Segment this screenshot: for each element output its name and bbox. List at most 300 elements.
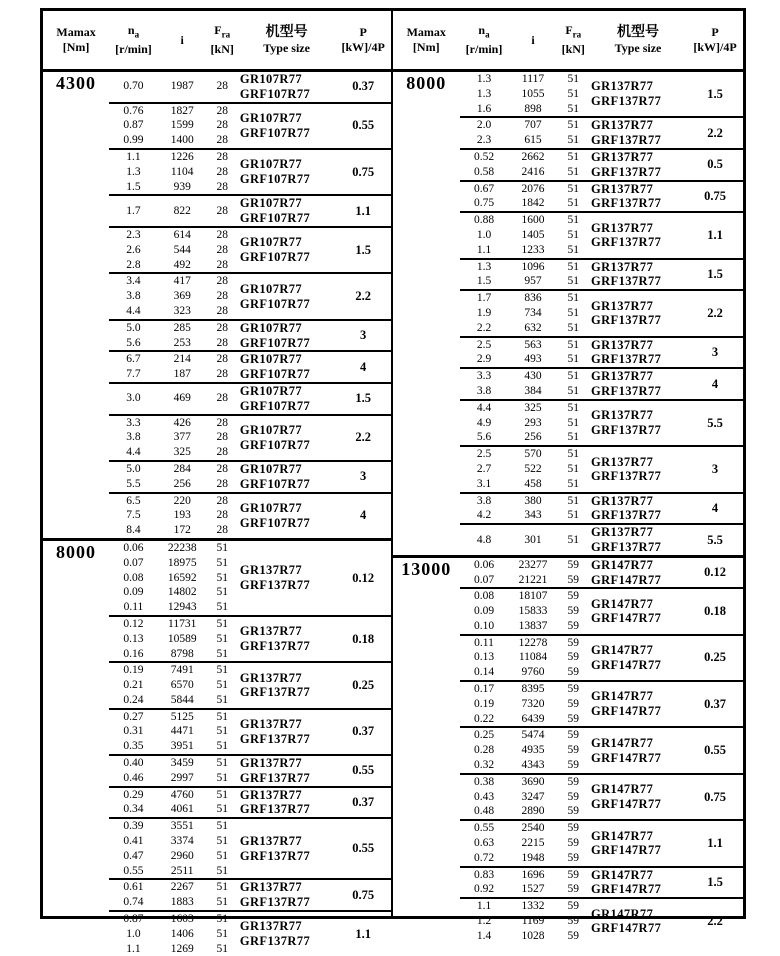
fra-column — [207, 384, 238, 414]
type-size: GRF107R77 — [239, 437, 311, 452]
type-size: GR147R77 — [591, 867, 654, 882]
na-column — [460, 72, 509, 116]
na-value: 0.08 — [123, 571, 144, 584]
ratio-column — [158, 321, 207, 351]
ratio-column — [509, 291, 558, 335]
fra-value: 28 — [216, 336, 228, 349]
power-column — [687, 369, 743, 399]
na-column — [460, 589, 509, 633]
ratio-value: 284 — [173, 462, 191, 475]
type-size: GRF137R77 — [239, 934, 311, 949]
torque-section-8000 — [43, 538, 391, 956]
ratio-column — [509, 494, 558, 524]
fra-value: 51 — [567, 338, 579, 351]
type-size: GR137R77 — [591, 259, 654, 274]
ratio-column — [509, 775, 558, 819]
mamax-spacer — [393, 291, 460, 335]
fra-value: 51 — [216, 664, 228, 677]
fra-value: 51 — [216, 679, 228, 692]
fra-value: 59 — [567, 915, 579, 928]
na-value: 0.08 — [473, 590, 495, 603]
fra-value: 28 — [216, 80, 228, 93]
na-value: 1.6 — [476, 102, 492, 115]
spec-group — [43, 274, 391, 318]
power-value: 0.25 — [352, 678, 375, 693]
type-size: GRF147R77 — [591, 704, 662, 719]
na-value: 0.35 — [123, 740, 144, 753]
type-size: GR137R77 — [591, 525, 654, 540]
spec-group — [393, 775, 743, 819]
power-column — [335, 710, 391, 754]
fra-value: 59 — [567, 837, 579, 850]
col-header-type — [238, 11, 335, 69]
ratio-value: 469 — [173, 392, 191, 405]
fra-value: 51 — [216, 632, 228, 645]
mamax-spacer — [43, 150, 109, 194]
fra-value: 59 — [567, 759, 579, 772]
ratio-value: 343 — [524, 509, 542, 522]
mamax-spacer — [393, 636, 460, 680]
fra-value: 51 — [567, 384, 579, 397]
ratio-value: 6439 — [521, 712, 545, 725]
type-size: GR137R77 — [239, 624, 303, 639]
ratio-value: 836 — [524, 292, 542, 305]
ratio-value: 1104 — [170, 165, 194, 178]
power-column — [335, 104, 391, 148]
fra-value: 51 — [216, 820, 228, 833]
type-size: GR147R77 — [591, 557, 654, 572]
spec-group — [43, 228, 391, 272]
col-header-p-unit: [kW]/4P — [693, 40, 737, 54]
type-size: GRF137R77 — [591, 313, 662, 328]
na-value: 0.39 — [123, 820, 144, 833]
type-column — [589, 213, 687, 257]
type-size: GR147R77 — [591, 906, 654, 921]
na-value: 2.5 — [476, 338, 492, 351]
na-value: 3.8 — [126, 290, 141, 303]
fra-value: 59 — [567, 712, 579, 725]
na-value: 1.1 — [476, 900, 492, 913]
mamax-spacer — [393, 118, 460, 148]
fra-value: 59 — [567, 666, 579, 679]
type-column — [589, 868, 687, 898]
fra-column — [558, 118, 590, 148]
na-value: 4.4 — [476, 401, 492, 414]
na-column — [109, 321, 158, 351]
na-value: 1.1 — [126, 942, 141, 955]
na-value: 0.88 — [473, 214, 495, 227]
ratio-column — [158, 756, 207, 786]
ratio-column — [158, 462, 207, 492]
na-value: 0.43 — [473, 790, 495, 803]
fra-column — [558, 260, 590, 290]
na-value: 0.46 — [123, 771, 144, 784]
type-size: GR147R77 — [591, 689, 654, 704]
na-value: 0.11 — [474, 636, 494, 649]
fra-column — [207, 72, 238, 102]
type-column — [589, 260, 687, 290]
fra-value: 51 — [567, 260, 579, 273]
fra-column — [207, 196, 238, 226]
ratio-value: 1827 — [170, 104, 194, 117]
ratio-value: 1028 — [521, 929, 545, 942]
spec-group — [393, 182, 743, 212]
fra-column — [558, 291, 590, 335]
na-column — [460, 636, 509, 680]
ratio-value: 1527 — [521, 883, 545, 896]
spec-group — [43, 617, 391, 661]
na-value: 1.9 — [476, 306, 492, 319]
fra-value: 51 — [567, 353, 579, 366]
spec-group — [43, 756, 391, 786]
spec-group — [43, 912, 391, 956]
fra-value: 51 — [567, 134, 579, 147]
fra-value: 28 — [216, 228, 228, 241]
na-value: 0.10 — [473, 619, 495, 632]
power-value: 0.37 — [352, 795, 375, 810]
spec-group — [43, 72, 391, 102]
fra-value: 51 — [567, 431, 579, 444]
ratio-value: 377 — [173, 431, 191, 444]
type-size: GRF137R77 — [239, 895, 311, 910]
ratio-column — [158, 150, 207, 194]
mamax-spacer — [393, 682, 460, 726]
fra-column — [558, 868, 590, 898]
type-column — [589, 118, 687, 148]
power-value: 1.5 — [707, 266, 723, 281]
type-size: GR137R77 — [591, 181, 654, 196]
spec-group — [43, 150, 391, 194]
type-column — [589, 369, 687, 399]
type-size: GR137R77 — [591, 408, 654, 423]
na-column — [109, 663, 158, 707]
fra-column — [558, 401, 590, 445]
mamax-spacer — [393, 369, 460, 399]
mamax-spacer — [393, 728, 460, 772]
fra-value: 51 — [567, 197, 579, 210]
power-column — [335, 819, 391, 878]
na-column — [460, 682, 509, 726]
mamax-spacer — [43, 880, 109, 910]
ratio-column — [509, 260, 558, 290]
fra-value: 51 — [216, 803, 228, 816]
type-size: GRF147R77 — [591, 921, 662, 936]
power-value: 0.55 — [352, 763, 375, 778]
fra-value: 51 — [567, 214, 579, 227]
ratio-value: 9760 — [521, 666, 545, 679]
na-value: 2.3 — [126, 228, 141, 241]
na-column — [460, 899, 509, 943]
fra-value: 51 — [567, 275, 579, 288]
ratio-column — [158, 788, 207, 818]
na-value: 1.4 — [476, 929, 492, 942]
mamax-spacer — [43, 104, 109, 148]
power-value: 4 — [360, 359, 367, 374]
ratio-value: 1169 — [521, 915, 545, 928]
na-value: 2.2 — [476, 321, 492, 334]
col-header-i-name: i — [531, 32, 535, 47]
fra-column — [558, 494, 590, 524]
na-column — [460, 260, 509, 290]
ratio-value: 18107 — [518, 590, 548, 603]
ratio-value: 1233 — [521, 243, 545, 256]
power-column — [687, 525, 743, 555]
spec-group — [393, 682, 743, 726]
na-value: 1.2 — [476, 915, 492, 928]
ratio-column — [158, 228, 207, 272]
ratio-column — [509, 338, 558, 368]
left-sections — [43, 72, 391, 956]
na-value: 0.06 — [473, 558, 495, 571]
power-value: 1.5 — [707, 86, 723, 101]
col-header-p-name: P — [711, 25, 719, 39]
mamax-spacer — [393, 338, 460, 368]
mamax-spacer — [43, 416, 109, 460]
power-column — [687, 260, 743, 290]
ratio-value: 11084 — [518, 651, 548, 664]
right-sections — [393, 72, 743, 944]
power-column — [335, 150, 391, 194]
ratio-column — [509, 636, 558, 680]
na-column — [460, 150, 509, 180]
type-size: GRF137R77 — [591, 422, 662, 437]
power-column — [335, 321, 391, 351]
mamax-spacer — [43, 72, 109, 102]
spec-group — [393, 558, 743, 588]
type-size: GRF147R77 — [591, 843, 662, 858]
col-header-mamax — [43, 11, 109, 69]
spec-group — [393, 636, 743, 680]
power-value: 0.37 — [352, 724, 375, 739]
power-column — [335, 416, 391, 460]
type-size: GRF137R77 — [239, 802, 311, 817]
spec-group — [393, 150, 743, 180]
fra-column — [558, 821, 590, 865]
type-size: GR147R77 — [591, 828, 654, 843]
col-header-na-name: $n_a$ — [127, 22, 140, 40]
ratio-value: 1405 — [521, 228, 545, 241]
type-size: GR147R77 — [591, 782, 654, 797]
fra-value: 51 — [567, 228, 579, 241]
na-value: 1.0 — [126, 927, 141, 940]
na-value: 3.8 — [476, 384, 492, 397]
type-column — [238, 462, 335, 492]
na-value: 2.5 — [476, 448, 492, 461]
na-column — [460, 775, 509, 819]
power-column — [687, 291, 743, 335]
fra-value: 28 — [216, 353, 228, 366]
fra-column — [207, 352, 238, 382]
type-column — [238, 663, 335, 707]
fra-value: 51 — [216, 788, 228, 801]
na-column — [109, 710, 158, 754]
ratio-value: 18975 — [167, 556, 197, 569]
ratio-value: 632 — [524, 321, 542, 334]
na-value: 0.75 — [473, 197, 495, 210]
fra-value: 28 — [216, 416, 228, 429]
type-size: GR137R77 — [239, 880, 303, 895]
ratio-value: 493 — [524, 353, 542, 366]
fra-column — [207, 494, 238, 538]
col-header-mamax-name: Mamax — [406, 25, 446, 39]
ratio-value: 1603 — [170, 913, 194, 926]
ratio-value: 369 — [173, 290, 191, 303]
fra-value: 59 — [567, 619, 579, 632]
type-column — [589, 682, 687, 726]
mamax-spacer — [393, 868, 460, 898]
power-column — [687, 558, 743, 588]
type-column — [589, 401, 687, 445]
na-value: 0.52 — [473, 150, 495, 163]
ratio-value: 16592 — [167, 571, 197, 584]
type-size: GRF137R77 — [591, 235, 662, 250]
power-column — [335, 541, 391, 615]
fra-value: 28 — [216, 258, 228, 271]
spec-table — [40, 8, 746, 955]
ratio-value: 285 — [173, 321, 191, 334]
mamax-spacer — [43, 384, 109, 414]
fra-column — [558, 589, 590, 633]
ratio-value: 214 — [173, 353, 191, 366]
na-column — [460, 868, 509, 898]
type-size: GR107R77 — [239, 196, 303, 211]
ratio-value: 5125 — [170, 710, 194, 723]
type-size: GR137R77 — [591, 149, 654, 164]
type-column — [589, 338, 687, 368]
ratio-value: 172 — [173, 524, 191, 537]
fra-column — [207, 541, 238, 615]
ratio-value: 220 — [173, 494, 191, 507]
na-value: 0.92 — [473, 883, 495, 896]
ratio-column — [158, 912, 207, 956]
na-value: 0.06 — [123, 541, 144, 554]
power-value: 3 — [360, 328, 367, 343]
ratio-column — [509, 525, 558, 555]
na-value: 3.3 — [476, 370, 492, 383]
power-column — [687, 213, 743, 257]
power-column — [687, 728, 743, 772]
type-column — [238, 541, 335, 615]
na-value: 0.28 — [473, 744, 495, 757]
na-value: 0.29 — [123, 788, 144, 801]
spec-group — [393, 401, 743, 445]
ratio-value: 734 — [524, 306, 542, 319]
power-value: 1.1 — [355, 203, 371, 218]
fra-value: 51 — [216, 896, 228, 909]
ratio-value: 8798 — [170, 647, 194, 660]
type-column — [238, 788, 335, 818]
na-column — [109, 541, 158, 615]
type-size: GR137R77 — [591, 454, 654, 469]
mamax-spacer — [43, 352, 109, 382]
ratio-value: 21221 — [518, 573, 548, 586]
type-size: GRF137R77 — [591, 508, 662, 523]
na-value: 1.3 — [476, 87, 492, 100]
mamax-spacer — [43, 819, 109, 878]
power-column — [687, 868, 743, 898]
col-header-i — [509, 11, 558, 69]
na-column — [460, 338, 509, 368]
mamax-spacer — [393, 213, 460, 257]
na-value: 1.1 — [126, 150, 141, 163]
type-size: GRF137R77 — [591, 94, 662, 109]
type-size: GR137R77 — [591, 79, 654, 94]
na-value: 3.3 — [126, 416, 141, 429]
power-column — [687, 447, 743, 491]
power-value: 0.25 — [704, 650, 726, 665]
power-value: 4 — [711, 376, 719, 391]
na-value: 0.21 — [123, 679, 144, 692]
ratio-value: 2267 — [170, 881, 194, 894]
fra-column — [558, 558, 590, 588]
fra-column — [558, 899, 590, 943]
type-column — [238, 819, 335, 878]
type-column — [589, 636, 687, 680]
na-column — [460, 369, 509, 399]
fra-value: 28 — [216, 392, 228, 405]
type-size: GR107R77 — [239, 235, 303, 250]
ratio-column — [509, 213, 558, 257]
type-column — [589, 150, 687, 180]
power-value: 0.37 — [704, 696, 726, 711]
na-value: 1.0 — [476, 228, 492, 241]
ratio-value: 430 — [524, 370, 542, 383]
mamax-spacer — [393, 525, 460, 555]
na-column — [109, 788, 158, 818]
na-column — [460, 401, 509, 445]
na-value: 5.6 — [476, 431, 492, 444]
ratio-value: 384 — [524, 384, 542, 397]
ratio-value: 193 — [173, 509, 191, 522]
torque-section-4300 — [43, 72, 391, 538]
fra-value: 51 — [567, 509, 579, 522]
ratio-value: 293 — [524, 416, 542, 429]
fra-value: 51 — [216, 835, 228, 848]
ratio-value: 325 — [524, 401, 542, 414]
na-value: 2.9 — [476, 353, 492, 366]
spec-group — [43, 352, 391, 382]
na-value: 0.55 — [473, 822, 495, 835]
type-size: GR107R77 — [239, 110, 303, 125]
mamax-spacer — [43, 494, 109, 538]
ratio-value: 10589 — [167, 632, 197, 645]
type-column — [238, 756, 335, 786]
type-size: GRF147R77 — [591, 797, 662, 812]
type-size: GRF137R77 — [591, 274, 662, 289]
na-value: 0.27 — [123, 710, 144, 723]
col-header-na — [109, 11, 158, 69]
na-value: 5.6 — [126, 336, 141, 349]
na-value: 0.09 — [473, 605, 495, 618]
type-size: GR107R77 — [239, 352, 303, 367]
fra-column — [558, 682, 590, 726]
fra-value: 51 — [567, 401, 579, 414]
fra-value: 51 — [216, 881, 228, 894]
fra-value: 59 — [567, 605, 579, 618]
type-size: GR107R77 — [239, 422, 303, 437]
power-column — [335, 788, 391, 818]
type-size: GR107R77 — [239, 157, 303, 172]
ratio-value: 3690 — [521, 775, 545, 788]
col-header-mamax-unit: [Nm] — [412, 40, 440, 54]
power-value: 1.1 — [707, 227, 723, 242]
na-value: 0.11 — [123, 601, 144, 614]
type-column — [238, 494, 335, 538]
na-value: 0.19 — [473, 697, 495, 710]
type-size: GR137R77 — [591, 369, 654, 384]
fra-value: 28 — [216, 119, 228, 132]
fra-value: 28 — [216, 462, 228, 475]
